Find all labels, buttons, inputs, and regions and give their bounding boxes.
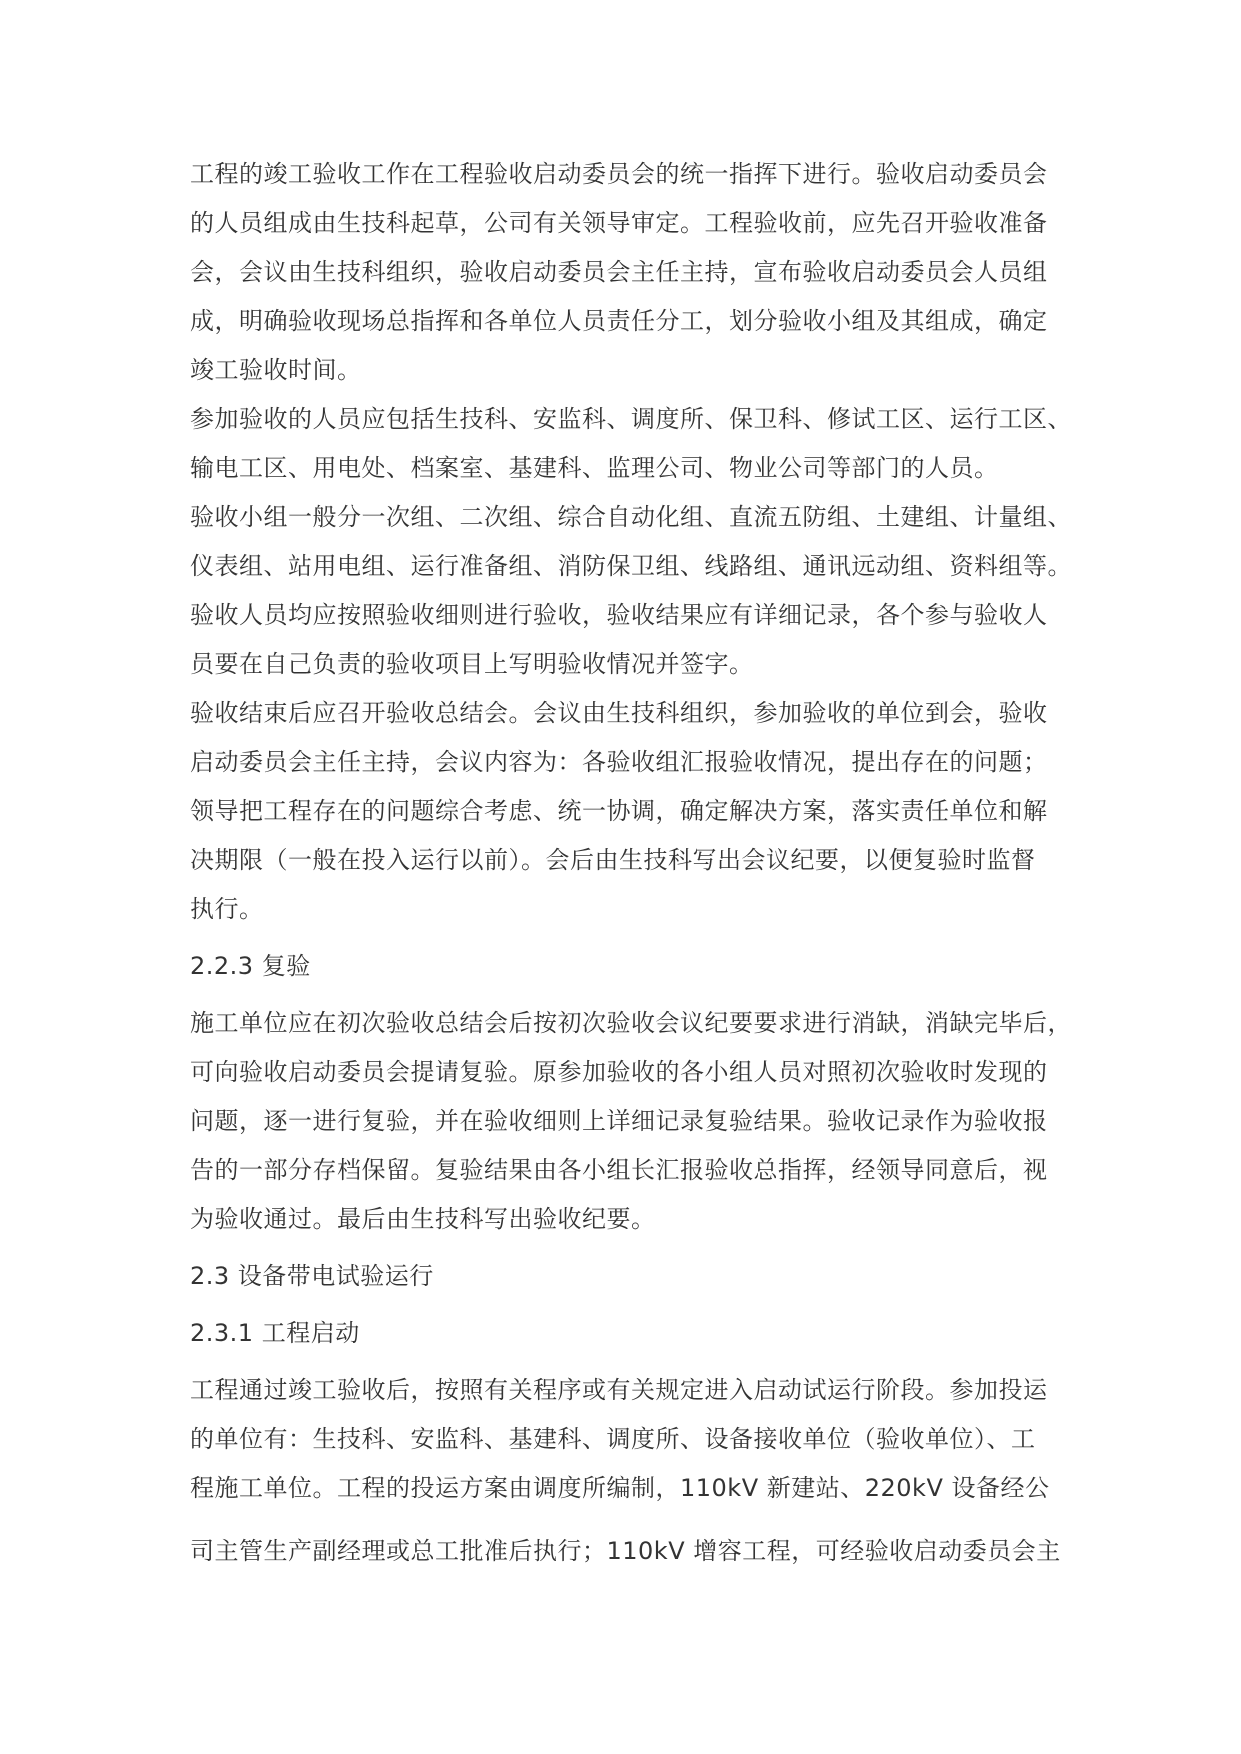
text-line: 为验收通过。最后由生技科写出验收纪要。 <box>190 1205 656 1233</box>
text-line: 会，会议由生技科组织，验收启动委员会主任主持，宣布验收启动委员会人员组 <box>190 258 1048 286</box>
section-heading-2-3: 2.3 设备带电试验运行 <box>190 1262 434 1290</box>
paragraph-approval <box>190 1527 1060 1576</box>
text-line: 工程的竣工验收工作在工程验收启动委员会的统一指挥下进行。验收启动委员会 <box>190 160 1048 188</box>
text-line: 决期限（一般在投入运行以前）。会后由生技科写出会议纪要，以便复验时监督 <box>190 846 1036 874</box>
text-line: 输电工区、用电处、档案室、基建科、监理公司、物业公司等部门的人员。 <box>190 454 999 482</box>
paragraph-acceptance-records <box>190 591 1060 689</box>
text-line: 告的一部分存档保留。复验结果由各小组长汇报验收总指挥，经领导同意后，视 <box>190 1156 1048 1184</box>
text-line: 工程通过竣工验收后，按照有关程序或有关规定进入启动试运行阶段。参加投运 <box>190 1376 1048 1404</box>
section-heading-2-2-3: 2.2.3 复验 <box>190 952 311 980</box>
text-line: 领导把工程存在的问题综合考虑、统一协调，确定解决方案，落实责任单位和解 <box>190 797 1048 825</box>
paragraph-acceptance-organization <box>190 150 1060 395</box>
text-line: 司主管生产副经理或总工批准后执行；110kV 增容工程，可经验收启动委员会主 <box>190 1537 1061 1565</box>
text-line: 仪表组、站用电组、运行准备组、消防保卫组、线路组、通讯远动组、资料组等。 <box>190 552 1072 580</box>
text-line: 问题，逐一进行复验，并在验收细则上详细记录复验结果。验收记录作为验收报 <box>190 1107 1048 1135</box>
text-line: 验收小组一般分一次组、二次组、综合自动化组、直流五防组、土建组、计量组、 <box>190 503 1072 531</box>
text-line: 执行。 <box>190 895 264 923</box>
paragraph-participants <box>190 395 1072 493</box>
text-line: 可向验收启动委员会提请复验。原参加验收的各小组人员对照初次验收时发现的 <box>190 1058 1048 1086</box>
paragraph-re-inspection <box>190 999 1072 1244</box>
paragraph-project-startup <box>190 1366 1060 1513</box>
text-line: 启动委员会主任主持，会议内容为：各验收组汇报验收情况，提出存在的问题； <box>190 748 1048 776</box>
text-line: 成，明确验收现场总指挥和各单位人员责任分工，划分验收小组及其组成，确定 <box>190 307 1048 335</box>
section-heading-2-3-1: 2.3.1 工程启动 <box>190 1319 360 1347</box>
text-line: 参加验收的人员应包括生技科、安监科、调度所、保卫科、修试工区、运行工区、 <box>190 405 1072 433</box>
text-line: 的人员组成由生技科起草，公司有关领导审定。工程验收前，应先召开验收准备 <box>190 209 1048 237</box>
text-line: 程施工单位。工程的投运方案由调度所编制，110kV 新建站、220kV 设备经公 <box>190 1474 1050 1502</box>
document-body <box>190 150 1072 1576</box>
paragraph-acceptance-groups <box>190 493 1072 591</box>
paragraph-summary-meeting <box>190 689 1060 934</box>
text-line: 竣工验收时间。 <box>190 356 362 384</box>
text-line: 验收结束后应召开验收总结会。会议由生技科组织，参加验收的单位到会，验收 <box>190 699 1048 727</box>
text-line: 施工单位应在初次验收总结会后按初次验收会议纪要要求进行消缺，消缺完毕后， <box>190 1009 1072 1037</box>
text-line: 验收人员均应按照验收细则进行验收，验收结果应有详细记录，各个参与验收人 <box>190 601 1048 629</box>
text-line: 员要在自己负责的验收项目上写明验收情况并签字。 <box>190 650 754 678</box>
text-line: 的单位有：生技科、安监科、基建科、调度所、设备接收单位（验收单位）、工 <box>190 1425 1036 1453</box>
